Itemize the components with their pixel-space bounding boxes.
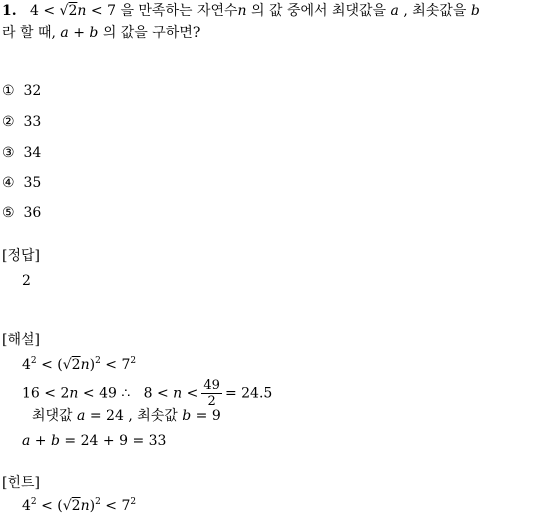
choice-5[interactable]: [2, 204, 41, 222]
choice-marker: ⑤: [2, 205, 15, 221]
question-line2-prefix: 라 할 때,: [2, 25, 56, 41]
choice-value: 33: [23, 114, 42, 130]
solution-line-1: $4^2 < (√2n)^2 < 7^2$: [22, 356, 137, 373]
var-a: a: [390, 3, 399, 19]
choice-value: 36: [23, 205, 42, 221]
choice-value: 34: [23, 145, 42, 161]
question-stem-mid2: , 최솟값을: [403, 3, 467, 19]
question-stem: 을 만족하는 자연수: [120, 3, 238, 19]
choice-4[interactable]: [2, 174, 41, 192]
question-line-2: [2, 24, 200, 42]
final-sum: 33: [148, 433, 167, 449]
a-value: 24: [106, 408, 124, 424]
choice-marker: ③: [2, 145, 15, 161]
max-label: 최댓값: [32, 408, 73, 424]
fraction-49-over-2: $\frac{49}{2}$: [203, 378, 220, 409]
hint-line-1: $4^2 < (√2n)^2 < 7^2$: [22, 497, 137, 514]
question-number: 1.: [2, 3, 17, 19]
question-line-1: [2, 2, 480, 20]
choice-value: 35: [23, 175, 42, 191]
choice-2[interactable]: [2, 113, 41, 131]
choice-marker: ④: [2, 175, 15, 191]
choice-1[interactable]: [2, 82, 41, 100]
solution-line-2: 16 < 2n < 49 ∴ 8 < n < $\frac{49}{2}$ = 24.5: [22, 378, 273, 409]
solution-label: [해설]: [2, 332, 40, 348]
solution-line-4: a + b = 24 + 9 = 33: [22, 433, 167, 449]
var-n: n: [237, 3, 247, 19]
choice-marker: ②: [2, 114, 15, 130]
min-label: , 최솟값: [128, 408, 178, 424]
question-stem-mid: 의 값 중에서 최댓값을: [251, 3, 387, 19]
choice-value: 32: [23, 83, 42, 99]
hint-label: [힌트]: [2, 475, 40, 491]
choice-3[interactable]: [2, 144, 41, 162]
choice-marker: ①: [2, 83, 15, 99]
question-line2-suffix: 의 값을 구하면?: [102, 25, 201, 41]
answer-value: 2: [22, 273, 31, 289]
answer-label: [정답]: [2, 248, 40, 264]
var-b: b: [470, 3, 480, 19]
solution-result-24-5: 24.5: [241, 385, 273, 402]
b-value: 9: [211, 408, 221, 424]
inequality: 4 < √2n < 7: [29, 3, 116, 19]
expr-a-plus-b: a + b: [60, 25, 99, 41]
solution-line-3: 최댓값 a = 24 , 최솟값 b = 9: [32, 408, 221, 424]
